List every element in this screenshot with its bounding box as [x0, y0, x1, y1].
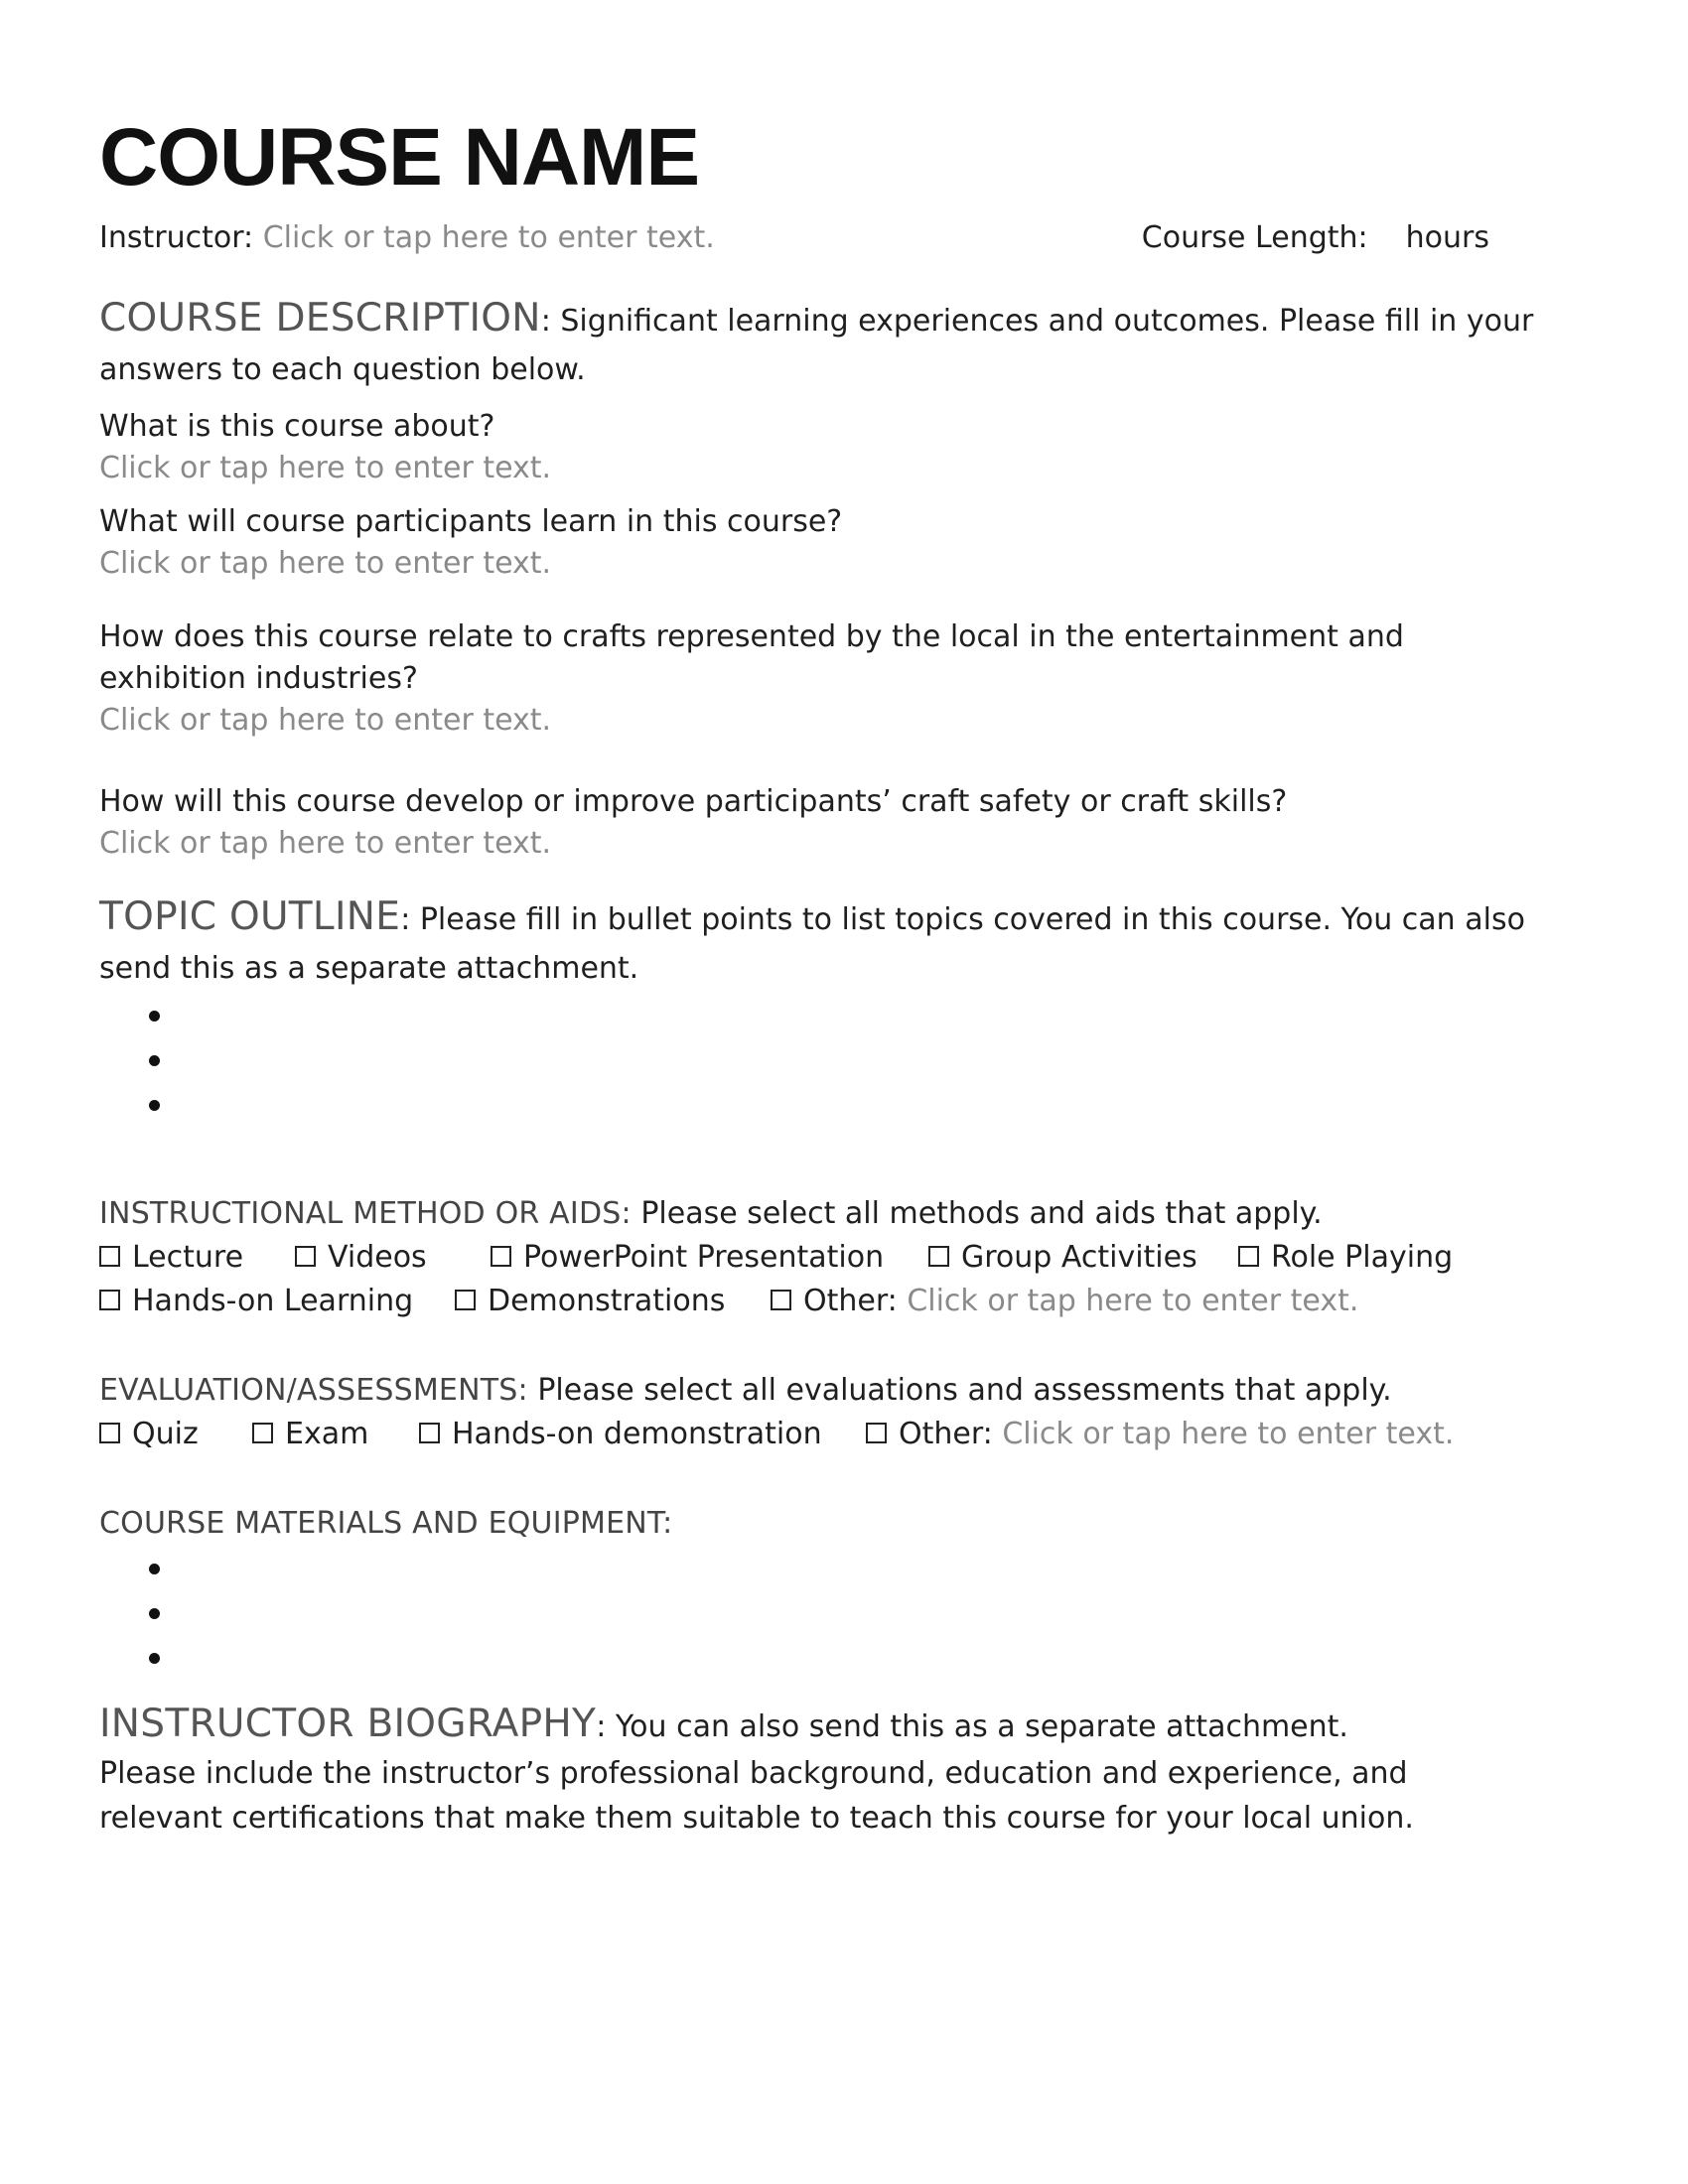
question-1: [99, 406, 1589, 489]
course-description-intro: : Significant learning experiences and outcomes. Please fill in your answers to each question below.: [99, 304, 1534, 387]
methods-section: [99, 1192, 1589, 1236]
evaluation-row: [99, 1413, 1589, 1456]
checkbox-powerpoint[interactable]: [491, 1236, 928, 1280]
course-title[interactable]: COURSE NAME: [99, 112, 700, 203]
question-label: How will this course develop or improve participants’ craft safety or craft skills?: [99, 784, 1288, 819]
checkbox-label: Videos: [328, 1240, 427, 1275]
checkbox-role-playing[interactable]: [1238, 1236, 1453, 1280]
methods-row-2: [99, 1280, 1589, 1323]
checkbox-label: Demonstrations: [488, 1284, 726, 1318]
checkbox-icon: [771, 1290, 791, 1310]
methods-intro: Please select all methods and aids that apply.: [631, 1196, 1323, 1231]
checkbox-other-method[interactable]: [771, 1280, 1358, 1323]
biography-intro: : You can also send this as a separate attachment.: [596, 1709, 1348, 1744]
materials-heading: COURSE MATERIALS AND EQUIPMENT:: [99, 1506, 673, 1541]
list-item[interactable]: [99, 1590, 1589, 1635]
evaluation-section: [99, 1369, 1589, 1413]
checkbox-icon: [99, 1290, 120, 1310]
checkbox-label: Role Playing: [1271, 1240, 1454, 1275]
checkbox-icon: [928, 1246, 949, 1267]
checkbox-label: Other:: [803, 1284, 898, 1318]
checkbox-group-activities[interactable]: [928, 1236, 1238, 1280]
instructor-input[interactable]: Click or tap here to enter text.: [262, 220, 715, 255]
checkbox-hands-on-demonstration[interactable]: [419, 1413, 866, 1456]
checkbox-icon: [419, 1423, 440, 1443]
instructor-row: [99, 218, 1589, 258]
instructor-label: Instructor:: [99, 220, 254, 255]
course-description-heading: COURSE DESCRIPTION: [99, 296, 541, 341]
question-2: [99, 501, 1589, 585]
document-page: [99, 99, 1589, 1841]
checkbox-exam[interactable]: [252, 1413, 419, 1456]
question-label: How does this course relate to crafts represented by the local in the entertainment and exhibition industries?: [99, 619, 1404, 696]
list-item[interactable]: [99, 1635, 1589, 1680]
bullet-icon: [149, 1608, 160, 1619]
checkbox-label: Hands-on demonstration: [452, 1417, 822, 1451]
topic-outline-heading: TOPIC OUTLINE: [99, 894, 401, 939]
answer-field[interactable]: Click or tap here to enter text.: [99, 546, 552, 581]
materials-section: [99, 1502, 1589, 1546]
course-length-unit: hours: [1405, 220, 1489, 255]
materials-list: [99, 1546, 1589, 1680]
checkbox-hands-on-learning[interactable]: [99, 1280, 455, 1323]
checkbox-icon: [491, 1246, 511, 1267]
bullet-icon: [149, 1653, 160, 1664]
answer-field[interactable]: Click or tap here to enter text.: [99, 703, 552, 738]
answer-field[interactable]: Click or tap here to enter text.: [99, 826, 552, 861]
checkbox-demonstrations[interactable]: [455, 1280, 771, 1323]
topic-outline-section: [99, 892, 1589, 993]
checkbox-label: Hands-on Learning: [132, 1284, 414, 1318]
checkbox-label: Lecture: [132, 1240, 244, 1275]
checkbox-icon: [99, 1246, 120, 1267]
question-label: What is this course about?: [99, 409, 495, 444]
checkbox-icon: [866, 1423, 887, 1443]
course-length-label: Course Length:: [1141, 220, 1368, 255]
checkbox-icon: [295, 1246, 316, 1267]
bullet-icon: [149, 1055, 160, 1066]
course-length: [1142, 218, 1489, 258]
topic-outline-list: [99, 993, 1589, 1127]
biography-heading: INSTRUCTOR BIOGRAPHY: [99, 1702, 597, 1746]
checkbox-icon: [99, 1423, 120, 1443]
bullet-icon: [149, 1100, 160, 1111]
list-item[interactable]: [99, 1037, 1589, 1082]
list-item[interactable]: [99, 1082, 1589, 1127]
topic-outline-intro: : Please fill in bullet points to list topics covered in this course. You can also send this as a separate attachment.: [99, 902, 1525, 986]
checkbox-label: Quiz: [132, 1417, 199, 1451]
list-item[interactable]: [99, 993, 1589, 1037]
checkbox-label: PowerPoint Presentation: [523, 1240, 885, 1275]
checkbox-label: Group Activities: [961, 1240, 1197, 1275]
answer-field[interactable]: Click or tap here to enter text.: [99, 451, 552, 485]
checkbox-lecture[interactable]: [99, 1236, 295, 1280]
methods-row-1: [99, 1236, 1589, 1280]
biography-body: Please include the instructor’s professional background, education and experience, and relevant certifications that make them suitable to teach this course for your local union.: [99, 1756, 1414, 1836]
checkbox-videos[interactable]: [295, 1236, 491, 1280]
course-description-section: [99, 294, 1589, 394]
checkbox-label: Exam: [285, 1417, 369, 1451]
bullet-icon: [149, 1011, 160, 1022]
evaluation-intro: Please select all evaluations and assessments that apply.: [527, 1373, 1392, 1408]
checkbox-icon: [252, 1423, 273, 1443]
methods-heading: INSTRUCTIONAL METHOD OR AIDS:: [99, 1196, 632, 1231]
list-item[interactable]: [99, 1546, 1589, 1590]
bullet-icon: [149, 1564, 160, 1574]
other-method-input[interactable]: Click or tap here to enter text.: [907, 1284, 1359, 1318]
checkbox-icon: [455, 1290, 476, 1310]
checkbox-quiz[interactable]: [99, 1413, 252, 1456]
question-label: What will course participants learn in this course?: [99, 504, 843, 539]
other-evaluation-input[interactable]: Click or tap here to enter text.: [1002, 1417, 1455, 1451]
checkbox-label: Other:: [899, 1417, 993, 1451]
question-3: [99, 616, 1589, 742]
checkbox-other-evaluation[interactable]: [866, 1413, 1454, 1456]
biography-section: [99, 1700, 1589, 1751]
checkbox-icon: [1238, 1246, 1259, 1267]
question-4: [99, 781, 1589, 865]
evaluation-heading: EVALUATION/ASSESSMENTS:: [99, 1373, 528, 1408]
